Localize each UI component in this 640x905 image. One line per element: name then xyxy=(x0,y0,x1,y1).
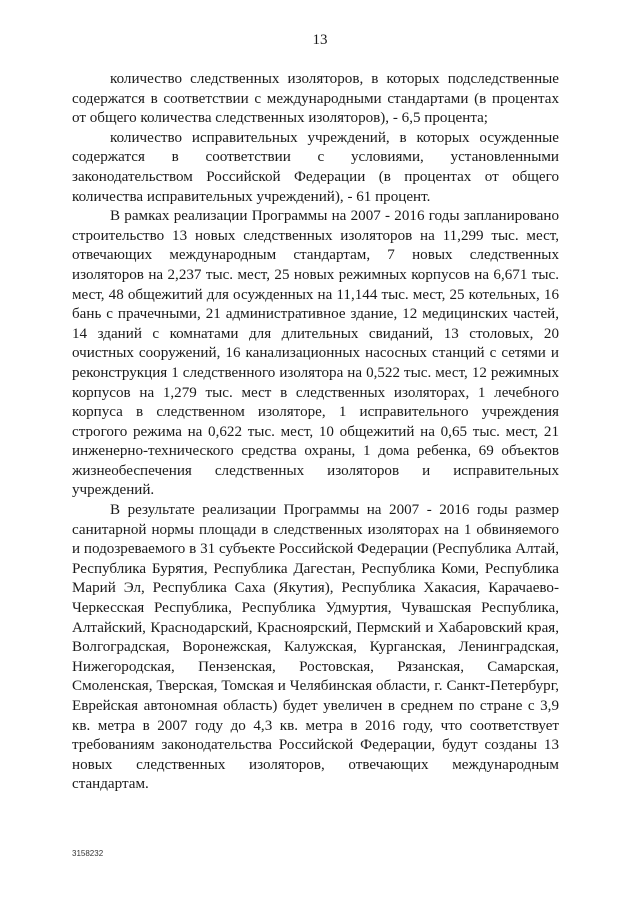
page-number: 13 xyxy=(312,32,328,48)
paragraph-4: В результате реализации Программы на 2007 - 2016 годы размер санитарной нормы площади в следственных изоляторах на 1 обвиняемого и подозреваемого в 31 субъекте Российской Федерации (Республика Алтай, Республика Бурятия, Республика Дагестан, Республика Коми, Республика Марий Эл, Республика Саха (Якутия), Республика Хакасия, Карачаево-Черкесская Республика, Республика Удмуртия, Чувашская Республика, Алтайский, Краснодарский, Красноярский, Пермский и Хабаровский края, Волгоградская, Воронежская, Калужская, Курганская, Ленинградская, Нижегородская, Пензенская, Ростовская, Рязанская, Самарская, Смоленская, Тверская, Томская и Челябинская области, г. Санкт-Петербург, Еврейская автономная область) будет увеличен в среднем по стране с 3,9 кв. метра в 2007 году до 4,3 кв. метра в 2016 году, что соответствует требованиям законодательства Российской Федерации, будут созданы 13 новых следственных изоляторов, отвечающих международным стандартам. xyxy=(72,502,559,793)
document-body xyxy=(72,70,559,795)
paragraph-2: количество исправительных учреждений, в которых осужденные содержатся в соответствии с условиями, установленными законодательством Российской Федерации (в процентах от общего количества исправительных учреждений), - 61 процент. xyxy=(72,129,559,205)
paragraph-1: количество следственных изоляторов, в которых подследственные содержатся в соответствии с международными стандартами (в процентах от общего количества следственных изоляторов), - 6,5 процента; xyxy=(72,71,559,127)
document-code: 3158232 xyxy=(72,849,104,858)
paragraph-3: В рамках реализации Программы на 2007 - 2016 годы запланировано строительство 13 новых следственных изоляторов на 11,299 тыс. мест, отвечающих международным стандартам, 7 новых следственных изоляторов на 2,237 тыс. мест, 25 новых режимных корпусов на 6,671 тыс. мест, 48 общежитий для осужденных на 11,144 тыс. мест, 25 котельных, 16 бань с прачечными, 21 административное здание, 12 медицинских частей, 14 зданий с комнатами для длительных свиданий, 13 столовых, 20 очистных сооружений, 16 канализационных насосных станций с сетями и реконструкция 1 следственного изолятора на 0,522 тыс. мест, 12 режимных корпусов на 1,279 тыс. мест в следственных изоляторах, 1 лечебного корпуса в следственном изоляторе, 1 исправительного учреждения строгого режима на 0,622 тыс. мест, 10 общежитий на 0,65 тыс. мест, 21 инженерно-технического средства охраны, 1 дома ребенка, 69 объектов жизнеобеспечения следственных изоляторов и исправительных учреждений. xyxy=(72,208,559,499)
